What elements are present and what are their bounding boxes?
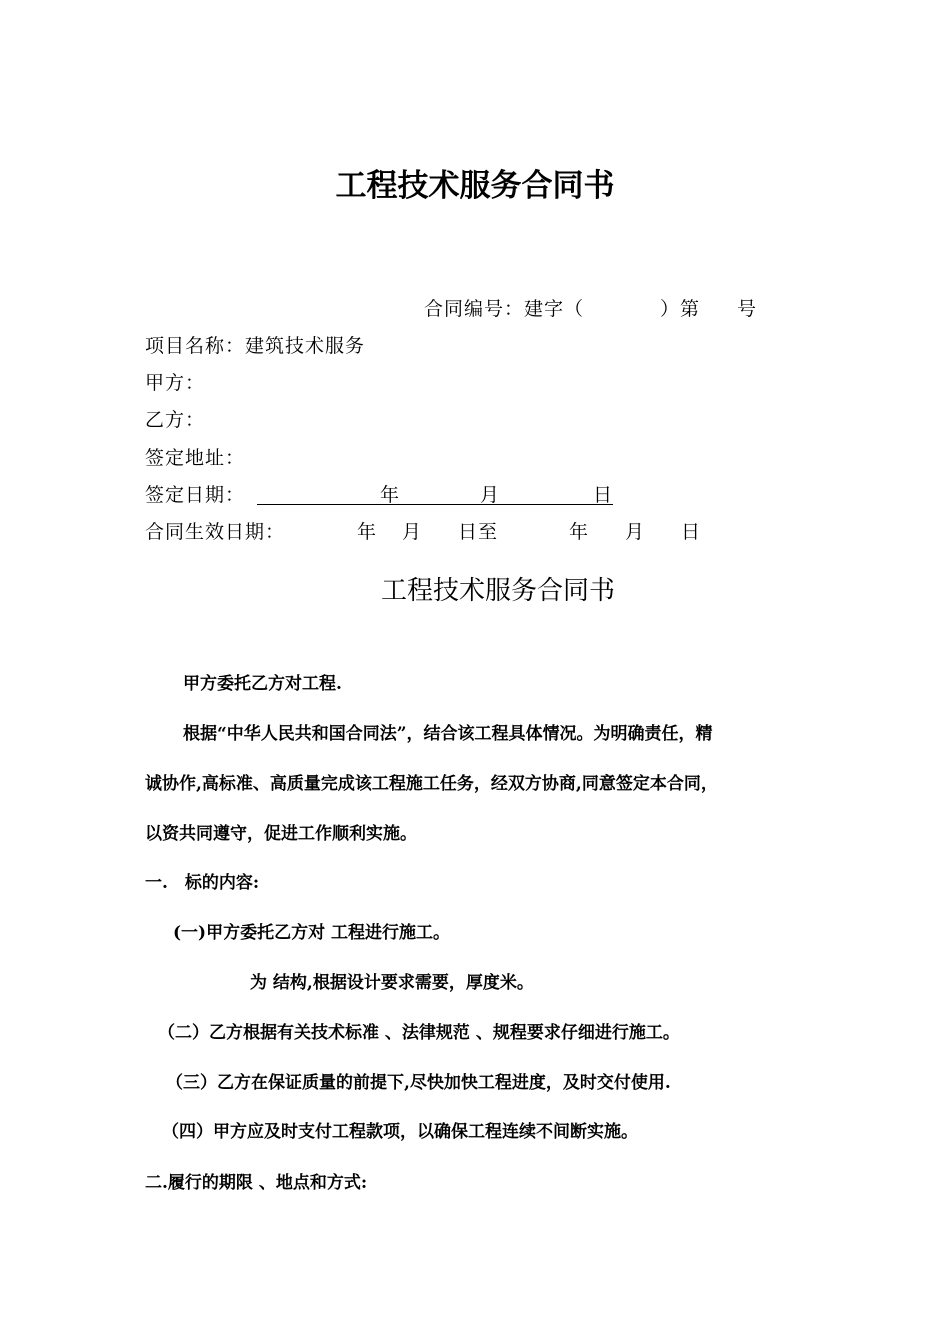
sign-date-field	[257, 480, 613, 505]
effective-start-month: 月	[402, 521, 423, 543]
section-2-heading: 二.履行的期限 、地点和方式:	[145, 1173, 368, 1193]
contract-number-middle: ）第	[660, 298, 701, 320]
document-title: 工程技术服务合同书	[335, 168, 615, 204]
paragraph-basis-line-3: 以资共同遵守，促进工作顺利实施。	[145, 824, 417, 844]
paragraph-basis-line-2: 诚协作,高标准、高质量完成该工程施工任务，经双方协商,同意签定本合同，	[145, 774, 718, 794]
sign-date-label: 签定日期：	[145, 484, 246, 506]
sign-date-month: 月	[480, 484, 501, 506]
paragraph-intro: 甲方委托乙方对工程.	[183, 674, 342, 694]
contract-number-end: 号	[737, 298, 758, 320]
effective-end-month: 月	[625, 521, 646, 543]
effective-end-year: 年	[569, 521, 590, 543]
sign-address: 签定地址：	[145, 447, 246, 469]
section-1-item-1-detail: 为 结构,根据设计要求需要，厚度米。	[250, 973, 534, 993]
section-1-item-3: （三）乙方在保证质量的前提下,尽快加快工程进度，及时交付使用.	[166, 1073, 671, 1093]
section-1-item-1: (一)甲方委托乙方对 工程进行施工。	[173, 923, 451, 943]
effective-start-day-to: 日至	[458, 521, 499, 543]
effective-end-day: 日	[681, 521, 702, 543]
effective-date-label: 合同生效日期：	[145, 521, 286, 543]
section-1-heading: 一. 标的内容:	[145, 873, 260, 893]
project-name: 项目名称：建筑技术服务	[145, 335, 366, 357]
effective-start-year: 年	[357, 521, 378, 543]
document-subtitle: 工程技术服务合同书	[380, 576, 615, 606]
party-b: 乙方：	[145, 409, 206, 431]
paragraph-basis-line-1: 根据“中华人民共和国合同法”，结合该工程具体情况。为明确责任，精	[183, 724, 713, 744]
sign-date-day: 日	[593, 484, 614, 506]
contract-number-label: 合同编号：建字（	[424, 298, 585, 320]
party-a: 甲方：	[145, 372, 206, 394]
sign-date-year: 年	[380, 484, 401, 506]
section-1-item-4: （四）甲方应及时支付工程款项，以确保工程连续不间断实施。	[162, 1122, 638, 1142]
section-1-item-2: （二）乙方根据有关技术标准 、法律规范 、规程要求仔细进行施工。	[158, 1023, 680, 1043]
